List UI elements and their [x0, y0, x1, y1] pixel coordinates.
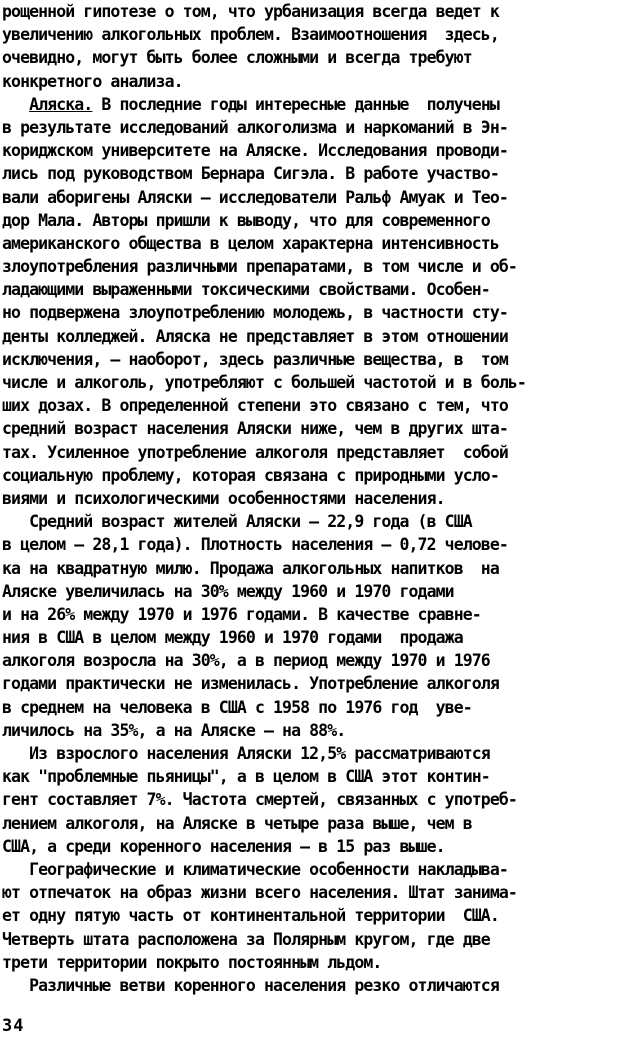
alaska-paragraph-first-line: [2, 93, 614, 116]
text-line: в среднем на человека в США с 1958 по 1976 год уве-: [2, 697, 472, 717]
text-line: в целом – 28,1 года). Плотность населения – 0,72 челове-: [2, 535, 508, 555]
text-line: исключения, – наоборот, здесь различные вещества, в том: [2, 349, 508, 369]
text-line: ния в США в целом между 1960 и 1970 годами продажа: [2, 628, 463, 648]
text-line: кориджском университете на Аляске. Исследования проводи-: [2, 141, 508, 161]
text-line: гент составляет 7%. Частота смертей, связанных с употреб-: [2, 790, 517, 810]
text-line: денты колледжей. Аляска не представляет в этом отношении: [2, 326, 508, 346]
text-line: конкретного анализа.: [2, 71, 183, 91]
text-line: социальную проблему, которая связана с природными усло-: [2, 465, 499, 485]
text-line: ших дозах. В определенной степени это связано с тем, что: [2, 396, 508, 416]
text-line: трети территории покрыто постоянным льдом.: [2, 952, 382, 972]
text-line: ка на квадратную милю. Продажа алкогольных напитков на: [2, 558, 499, 578]
text-line: Географические и климатические особенности накладыва-: [2, 859, 508, 879]
text-line: очевидно, могут быть более сложными и всегда требуют: [2, 48, 472, 68]
text-line: виями и психологическими особенностями населения.: [2, 488, 445, 508]
text-line: вали аборигены Аляски – исследователи Ральф Амуак и Тео-: [2, 187, 508, 207]
text-line: Аляске увеличилась на 30% между 1960 и 1970 годами: [2, 581, 454, 601]
alaska-section-heading: Аляска.: [29, 94, 93, 114]
body-text: [2, 0, 614, 997]
text-line: лением алкоголя, на Аляске в четыре раза выше, чем в: [2, 813, 472, 833]
text-line: американского общества в целом характерна интенсивность: [2, 233, 499, 253]
text-line: алкоголя возросла на 30%, а в период между 1970 и 1976: [2, 651, 490, 671]
text-line: годами практически не изменилась. Употребление алкоголя: [2, 674, 499, 694]
text-line: личилось на 35%, а на Аляске – на 88%.: [2, 720, 346, 740]
text-line: Четверть штата расположена за Полярным кругом, где две: [2, 929, 490, 949]
text-line: рощенной гипотезе о том, что урбанизация всегда ведет к: [2, 2, 499, 21]
text-line: США, а среди коренного населения – в 15 раз выше.: [2, 836, 445, 856]
text-line: дор Мала. Авторы пришли к выводу, что для современного: [2, 210, 490, 230]
text-line: увеличению алкогольных проблем. Взаимоотношения здесь,: [2, 25, 499, 45]
page-number: 34: [2, 1016, 25, 1036]
text-line: числе и алкоголь, употребляют с большей частотой и в боль-: [2, 373, 526, 392]
text-line: ют отпечаток на образ жизни всего населения. Штат занима-: [2, 883, 517, 903]
text-line: средний возраст населения Аляски ниже, чем в других шта-: [2, 419, 508, 439]
text-line-rest: В последние годы интересные данные получены: [92, 94, 499, 114]
text-line: но подвержена злоупотреблению молодежь, в частности сту-: [2, 303, 508, 323]
text-line: в результате исследований алкоголизма и наркоманий в Эн-: [2, 117, 508, 137]
text-line: и на 26% между 1970 и 1976 годами. В качестве сравне-: [2, 604, 481, 624]
text-line: лись под руководством Бернара Сигэла. В работе участво-: [2, 164, 499, 184]
text-line: как "проблемные пьяницы", а в целом в США этот контин-: [2, 767, 490, 787]
text-line: тах. Усиленное употребление алкоголя представляет собой: [2, 442, 508, 462]
text-line: Из взрослого населения Аляски 12,5% рассматриваются: [2, 744, 490, 763]
text-line: ет одну пятую часть от континентальной территории США.: [2, 906, 499, 926]
text-line: Различные ветви коренного населения резко отличаются: [2, 975, 499, 995]
text-line: злоупотребления различными препаратами, в том числе и об-: [2, 257, 517, 277]
text-line: Средний возраст жителей Аляски – 22,9 года (в США: [2, 512, 472, 532]
text-line: ладающими выраженными токсическими свойствами. Особен-: [2, 280, 490, 300]
